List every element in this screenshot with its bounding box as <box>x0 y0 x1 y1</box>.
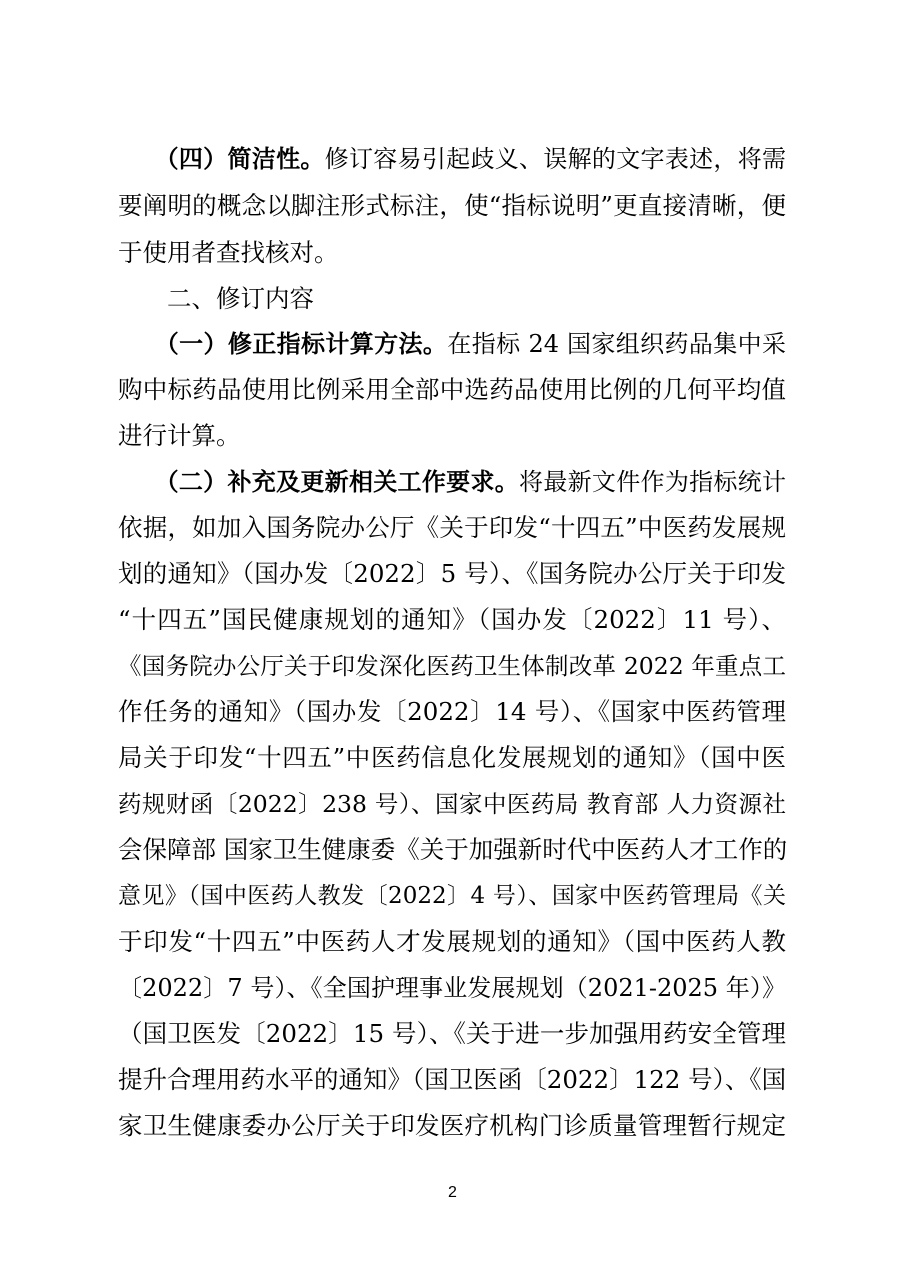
paragraph-update-line-7: 局关于印发“十四五”中医药信息化发展规划的通知》（国中医 <box>118 743 786 772</box>
section-heading-line <box>118 280 786 318</box>
paragraph-calc-lead: （一）修正指标计算方法。 <box>166 330 448 358</box>
paragraph-update-line-12: 〔2022〕7 号）、《全国护理事业发展规划（2021-2025 年）》 <box>118 974 786 1002</box>
paragraph-update-line-6: 作任务的通知》（国办发〔2022〕14 号）、《国家中医药管理 <box>118 697 786 726</box>
paragraph-update-lead: （二）补充及更新相关工作要求。 <box>166 468 520 496</box>
paragraph-simplicity-line-1: （四）简洁性。修订容易引起歧义、误解的文字表述，将需 <box>166 145 787 173</box>
paragraph-simplicity-lead: （四）简洁性。 <box>166 145 325 173</box>
paragraph-calc-line-1: （一）修正指标计算方法。在指标 24 国家组织药品集中采 <box>166 330 787 358</box>
paragraph-update-line-3: 划的通知》（国办发〔2022〕5 号）、《国务院办公厅关于印发 <box>118 559 786 588</box>
paragraph-update-line-9: 会保障部 国家卫生健康委《关于加强新时代中医药人才工作的 <box>118 835 788 864</box>
paragraph-update-line-11: 于印发“十四五”中医药人才发展规划的通知》（国中医药人教 <box>118 927 786 956</box>
paragraph-simplicity-line-3: 于使用者查找核对。 <box>118 238 339 267</box>
paragraph-update-line-15: 家卫生健康委办公厅关于印发医疗机构门诊质量管理暂行规定 <box>118 1111 786 1140</box>
paragraph-update-line-10: 意见》（国中医药人教发〔2022〕4 号）、国家中医药管理局《关 <box>118 883 786 909</box>
paragraph-update-line-5: 《国务院办公厅关于印发深化医药卫生体制改革 2022 年重点工 <box>118 652 786 680</box>
paragraph-update-line-14: 提升合理用药水平的通知》（国卫医函〔2022〕122 号）、《国 <box>118 1065 787 1094</box>
paragraph-update-line-4: “十四五”国民健康规划的通知》（国办发〔2022〕11 号）、 <box>118 605 786 634</box>
paragraph-update-line-1: （二）补充及更新相关工作要求。将最新文件作为指标统计 <box>166 468 787 496</box>
section-heading: 二、修订内容 <box>167 284 314 313</box>
paragraph-update-line-8: 药规财函〔2022〕238 号）、国家中医药局 教育部 人力资源社 <box>118 790 786 818</box>
paragraph-update-line-2: 依据，如加入国务院办公厅《关于印发“十四五”中医药发展规 <box>118 513 786 542</box>
paragraph-simplicity-line-2: 要阐明的概念以脚注形式标注，使“指标说明”更直接清晰，便 <box>118 191 786 220</box>
paragraph-calc-line-3: 进行计算。 <box>118 421 241 450</box>
paragraph-calc-line-2: 购中标药品使用比例采用全部中选药品使用比例的几何平均值 <box>118 375 786 404</box>
page-number: 2 <box>448 1184 457 1201</box>
paragraph-update-line-13: （国卫医发〔2022〕15 号）、《关于进一步加强用药安全管理 <box>118 1019 786 1048</box>
